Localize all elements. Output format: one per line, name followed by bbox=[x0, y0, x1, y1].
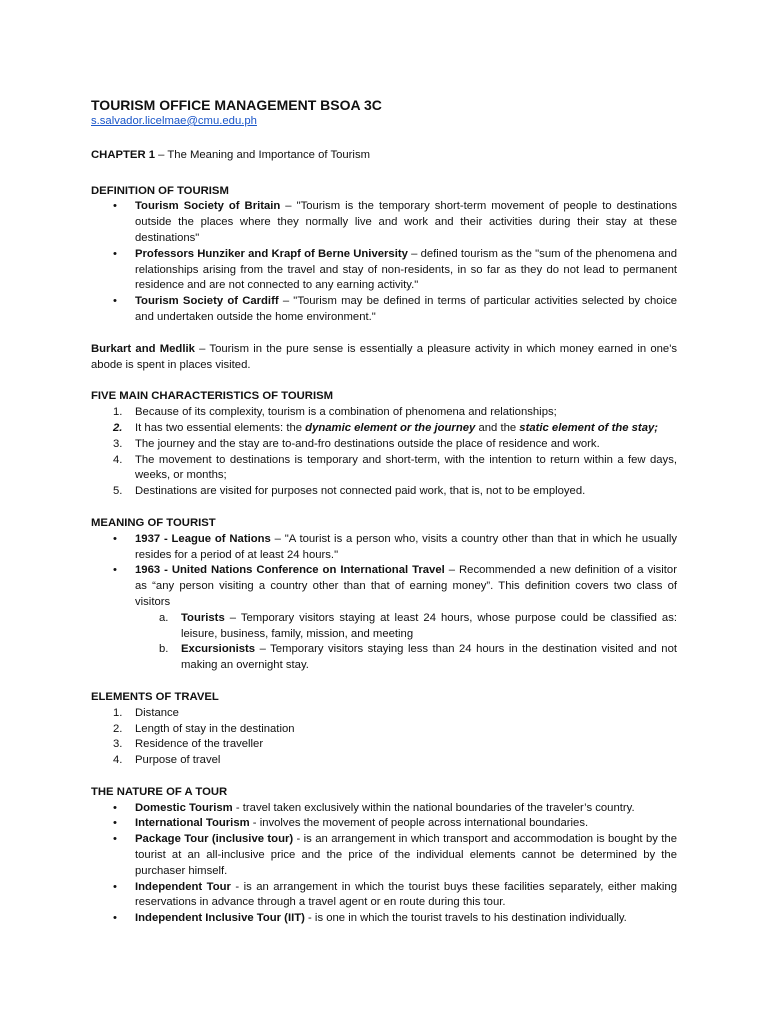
list-item bbox=[91, 421, 677, 437]
characteristics-heading: FIVE MAIN CHARACTERISTICS OF TOURISM bbox=[91, 390, 334, 403]
term: Domestic Tourism bbox=[135, 801, 233, 814]
definition-list bbox=[91, 199, 677, 325]
document-title: TOURISM OFFICE MANAGEMENT BSOA 3C bbox=[91, 97, 382, 113]
list-item bbox=[91, 199, 677, 246]
term: 1963 - United Nations Conference on International Travel bbox=[135, 564, 445, 577]
tourist-heading: MEANING OF TOURIST bbox=[91, 516, 216, 529]
item-text: Destinations are visited for purposes not connected paid work, that is, not to be employed. bbox=[135, 485, 586, 498]
chapter-title: – The Meaning and Importance of Tourism bbox=[155, 148, 371, 161]
item-number: 1. bbox=[113, 706, 123, 719]
term: Tourists bbox=[181, 611, 225, 624]
item-number: 2. bbox=[113, 722, 123, 735]
tourist-list bbox=[91, 532, 677, 674]
item-number: 2. bbox=[113, 421, 123, 434]
item-number: 1. bbox=[113, 406, 123, 419]
item-text: It has two essential elements: the bbox=[135, 421, 306, 434]
definition-text: - is an arrangement in which transport and accommodation is bought by the tourist at an all-inclusive price and the price of the individual elements cannot be determined by the purchaser himself. bbox=[135, 833, 677, 877]
item-letter: a. bbox=[159, 611, 169, 624]
term: Professors Hunziker and Krapf of Berne University bbox=[135, 247, 408, 260]
tour-heading: THE NATURE OF A TOUR bbox=[91, 785, 228, 798]
term: Package Tour (inclusive tour) bbox=[135, 833, 294, 846]
list-item bbox=[91, 611, 677, 643]
definition-text: - travel taken exclusively within the national boundaries of the traveler’s country. bbox=[232, 801, 635, 814]
item-number: 4. bbox=[113, 453, 123, 466]
item-number: 5. bbox=[113, 485, 123, 498]
visitor-class-list bbox=[91, 611, 677, 674]
chapter-label: CHAPTER 1 bbox=[91, 148, 156, 161]
list-item bbox=[91, 722, 677, 738]
definition-text: – defined tourism as the "sum of the phenomena and relationships arising from the travel and stay of non-residents, in so far as they do not lead to permanent residence and are not connected to any earning activity." bbox=[135, 247, 677, 292]
item-text: and the bbox=[475, 421, 520, 434]
list-item bbox=[91, 737, 677, 753]
tour-list bbox=[91, 801, 677, 927]
burkart-paragraph bbox=[91, 342, 677, 374]
item-text: Distance bbox=[135, 706, 179, 719]
term: International Tourism bbox=[135, 817, 250, 830]
item-letter: b. bbox=[159, 643, 169, 656]
list-item bbox=[91, 753, 677, 769]
item-text: Length of stay in the destination bbox=[135, 722, 295, 735]
item-text: The movement to destinations is temporary and short-term, with the intention to return within a few days, weeks, or months; bbox=[135, 453, 677, 482]
list-item bbox=[91, 563, 677, 674]
elements-list bbox=[91, 706, 677, 769]
term: Excursionists bbox=[181, 643, 256, 656]
definition-text: – "Tourism may be defined in terms of particular activities selected by choice and undertaken outside the home environment." bbox=[135, 295, 678, 323]
item-text: – Temporary visitors staying less than 24 hours in the destination visited and not making an overnight stay. bbox=[181, 643, 677, 672]
term: Tourism Society of Britain bbox=[135, 200, 281, 213]
emphasis-text: dynamic element or the journey bbox=[305, 421, 476, 434]
list-item bbox=[91, 294, 677, 326]
list-item bbox=[91, 880, 677, 912]
definition-text: - is an arrangement in which the tourist buys these facilities separately, either making reservations in advance through a travel agent or en route during this tour. bbox=[135, 880, 677, 909]
list-item bbox=[91, 247, 677, 294]
item-number: 3. bbox=[113, 437, 123, 450]
list-item bbox=[91, 832, 677, 879]
term: Burkart and Medlik bbox=[91, 342, 195, 355]
definition-text: – "A tourist is a person who, visits a country other than that in which he usually resides for a period of at least 24 hours." bbox=[135, 532, 677, 561]
term: Independent Tour bbox=[135, 880, 231, 893]
emphasis-text: static element of the stay; bbox=[519, 421, 659, 434]
list-item bbox=[91, 405, 677, 421]
item-text: – Temporary visitors staying at least 24 hours, whose purpose could be classified as: leisure, business, family, mission, and meeting bbox=[181, 611, 677, 640]
email-link[interactable]: s.salvador.licelmae@cmu.edu.ph bbox=[91, 115, 257, 127]
list-item bbox=[91, 816, 677, 832]
definition-text: – "Tourism is the temporary short-term movement of people to destinations outside the places where they normally live and work and their activities during their stay at these destinations" bbox=[135, 200, 677, 244]
chapter-heading bbox=[91, 148, 677, 164]
definition-text: - is one in which the tourist travels to his destination individually. bbox=[304, 912, 627, 925]
list-item bbox=[91, 532, 677, 564]
item-number: 3. bbox=[113, 738, 123, 751]
item-text: Residence of the traveller bbox=[135, 738, 264, 751]
term: Tourism Society of Cardiff bbox=[135, 295, 279, 308]
list-item bbox=[91, 642, 677, 674]
item-number: 4. bbox=[113, 754, 123, 767]
term: Independent Inclusive Tour (IIT) bbox=[135, 912, 305, 925]
definition-text: – Recommended a new definition of a visitor as “any person visiting a country other than that of earning money”. This definition covers two class of visitors bbox=[135, 564, 677, 608]
paragraph-text: – Tourism in the pure sense is essentially a pleasure activity in which money earned in one's abode is spent in places visited. bbox=[91, 342, 677, 371]
list-item bbox=[91, 437, 677, 453]
characteristics-list bbox=[91, 405, 677, 500]
item-text: Because of its complexity, tourism is a combination of phenomena and relationships; bbox=[135, 406, 557, 419]
list-item bbox=[91, 911, 677, 927]
term: 1937 - League of Nations bbox=[135, 532, 271, 545]
elements-heading: ELEMENTS OF TRAVEL bbox=[91, 690, 219, 703]
item-text: Purpose of travel bbox=[135, 754, 221, 767]
definition-heading: DEFINITION OF TOURISM bbox=[91, 184, 229, 197]
list-item bbox=[91, 706, 677, 722]
list-item bbox=[91, 801, 677, 817]
list-item bbox=[91, 484, 677, 500]
item-text: The journey and the stay are to-and-fro destinations outside the place of residence and work. bbox=[135, 437, 600, 450]
definition-text: - involves the movement of people across international boundaries. bbox=[249, 817, 589, 830]
list-item bbox=[91, 453, 677, 485]
